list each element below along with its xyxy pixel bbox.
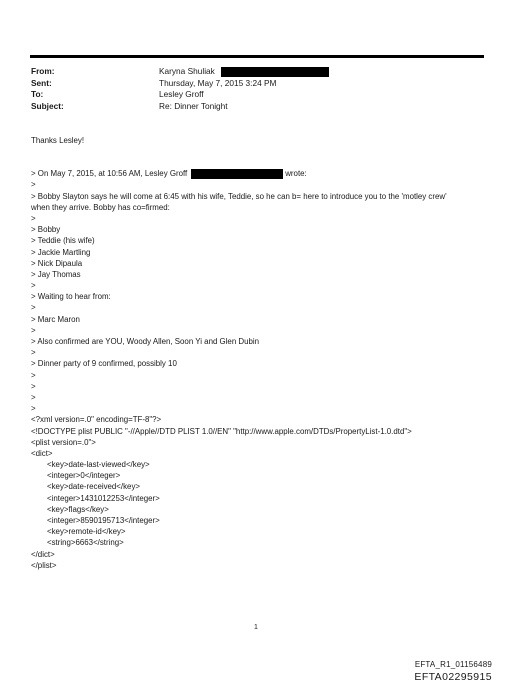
text-line: <integer>0</integer>: [47, 471, 121, 481]
text-line: <integer>1431012253</integer>: [47, 493, 160, 503]
bates-number-1: EFTA_R1_01156489: [414, 660, 492, 669]
text-line: >: [31, 404, 36, 414]
text-line: <integer>8590195713</integer>: [47, 516, 160, 525]
to-label: To:: [31, 89, 44, 100]
quote-intro-text: > On May 7, 2015, at 10:56 AM, Lesley Groff: [31, 169, 188, 179]
xml-block: [31, 414, 491, 571]
text-line: <?xml version=.0" encoding=TF-8"?>: [31, 415, 162, 425]
text-line: >: [31, 213, 36, 223]
text-line: </plist>: [31, 560, 57, 570]
text-line: > Jackie Martling: [31, 247, 91, 257]
text-line: > Marc Maron: [31, 314, 80, 324]
page-number: 1: [254, 624, 258, 631]
from-value: Karyna Shuliak: [159, 66, 215, 76]
text-line: >: [31, 348, 36, 358]
text-line: >: [31, 381, 36, 391]
text-line: > Jay Thomas: [31, 269, 81, 279]
text-line: > Bobby Slayton says he will come at 6:45 with his wife, Teddie, so he can b= here to introduce you to the 'motley crew': [31, 191, 447, 201]
redaction-box: [221, 67, 329, 77]
to-value: Lesley Groff: [159, 89, 204, 100]
text-line: when they arrive. Bobby has co=firmed:: [31, 202, 170, 212]
bates-number-2: EFTA02295915: [414, 671, 492, 683]
text-line: <dict>: [31, 448, 53, 458]
text-line: > Also confirmed are YOU, Woody Allen, Soon Yi and Glen Dubin: [31, 337, 260, 346]
subject-value: Re: Dinner Tonight: [159, 100, 228, 111]
text-line: >: [31, 281, 36, 291]
greeting: Thanks Lesley!: [31, 136, 85, 145]
text-line: > Nick Dipaula: [31, 258, 83, 268]
text-line: > Waiting to hear from:: [31, 292, 111, 302]
text-line: </dict>: [31, 549, 55, 559]
quote-intro: [31, 168, 491, 179]
quoted-lines: [31, 179, 491, 414]
text-line: > Bobby: [31, 225, 61, 235]
text-line: >: [31, 303, 36, 313]
text-line: >: [31, 392, 36, 402]
text-line: > Teddie (his wife): [31, 236, 95, 246]
text-line: <!DOCTYPE plist PUBLIC "-//Apple//DTD PLIST 1.0//EN" "http://www.apple.com/DTDs/PropertyList-1.0.dtd">: [31, 426, 412, 436]
text-line: >: [31, 370, 36, 380]
text-line: <key>date-received</key>: [47, 482, 140, 492]
from-row: [31, 66, 329, 78]
text-line: <key>remote-id</key>: [47, 527, 126, 537]
subject-row: [31, 101, 329, 113]
email-header: [31, 66, 329, 112]
text-line: >: [31, 180, 36, 190]
email-body: [31, 135, 491, 571]
quote-intro-suffix: wrote:: [285, 169, 307, 179]
text-line: <string>6663</string>: [47, 538, 124, 548]
text-line: <plist version=.0">: [31, 437, 96, 447]
from-label: From:: [31, 66, 55, 76]
subject-label: Subject:: [31, 100, 64, 111]
text-line: <key>flags</key>: [47, 504, 109, 514]
sent-value: Thursday, May 7, 2015 3:24 PM: [159, 77, 277, 88]
sent-label: Sent:: [31, 77, 52, 88]
text-line: <key>date-last-viewed</key>: [47, 460, 150, 470]
text-line: > Dinner party of 9 confirmed, possibly 10: [31, 359, 177, 369]
to-row: [31, 89, 329, 101]
text-line: >: [31, 325, 36, 335]
redaction-box: [191, 169, 283, 179]
sent-row: [31, 78, 329, 90]
header-rule: [30, 55, 484, 58]
